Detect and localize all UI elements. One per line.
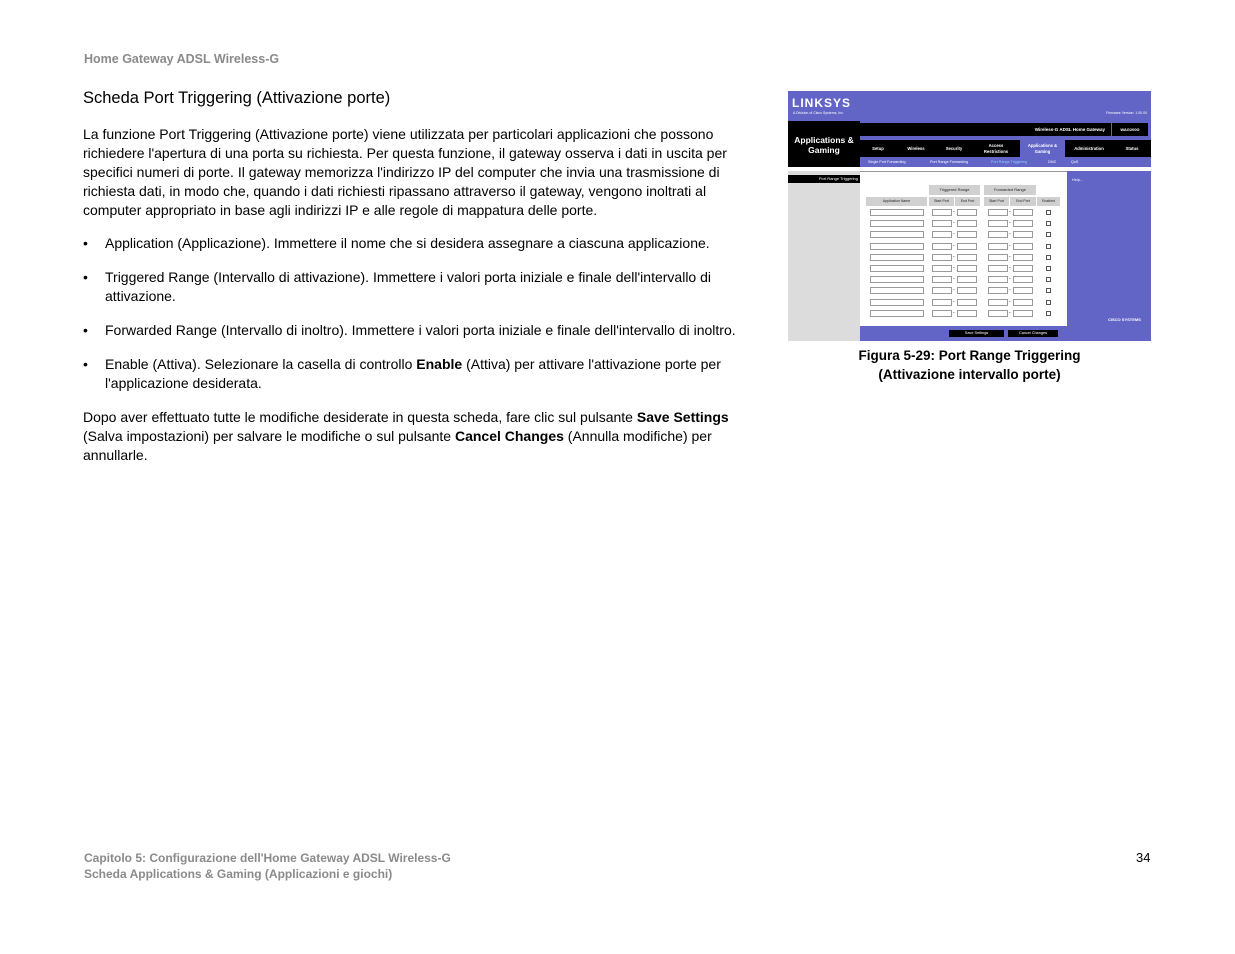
col-forwarded-end: End Port (1010, 197, 1036, 206)
triggered-end-port-input[interactable] (957, 243, 977, 250)
forwarded-end-port-input[interactable] (1013, 299, 1033, 306)
forwarded-end-port-input[interactable] (1013, 209, 1033, 216)
cisco-logo: CISCO SYSTEMS (1108, 317, 1141, 322)
triggered-end-port-input[interactable] (957, 209, 977, 216)
bullet-text: Enable (Attiva). Selezionare la casella di controllo Enable (Attiva) per attivare l'attivazione porte per l'applicazione desiderata. (105, 356, 721, 391)
application-name-input[interactable] (870, 287, 924, 294)
linksys-logo: LINKSYS (792, 96, 852, 110)
col-triggered-end: End Port (955, 197, 980, 206)
forwarded-start-port-input[interactable] (988, 287, 1008, 294)
forwarded-end-port-input[interactable] (1013, 276, 1033, 283)
range-separator: - (1009, 242, 1011, 249)
triggered-end-port-input[interactable] (957, 299, 977, 306)
tab-administration[interactable]: Administration (1074, 146, 1104, 151)
triggered-end-port-input[interactable] (957, 287, 977, 294)
section-label: Applications & Gaming (794, 135, 854, 155)
list-item: • Forwarded Range (Intervallo di inoltro). Immettere i valori porta iniziale e finale dell'intervallo di inoltro. (83, 322, 736, 338)
application-name-input[interactable] (870, 243, 924, 250)
footer-chapter: Capitolo 5: Configurazione dell'Home Gateway ADSL Wireless-G Scheda Applications & Gaming (Applicazioni e giochi) (84, 851, 451, 881)
divider (860, 171, 1070, 172)
range-separator: - (953, 276, 955, 283)
bullet-text: Triggered Range (Intervallo di attivazione). Immettere i valori porta iniziale e finale dell'intervallo di attivazione. (105, 269, 711, 304)
enabled-checkbox[interactable] (1046, 288, 1051, 293)
model-number: WAG200G (1112, 123, 1148, 136)
list-item: • Application (Applicazione). Immettere il nome che si desidera assegnare a ciascuna applicazione. (83, 235, 710, 251)
forwarded-start-port-input[interactable] (988, 254, 1008, 261)
range-separator: - (953, 253, 955, 260)
forwarded-start-port-input[interactable] (988, 209, 1008, 216)
help-link[interactable]: Help... (1072, 178, 1083, 182)
forwarded-start-port-input[interactable] (988, 231, 1008, 238)
intro-paragraph: La funzione Port Triggering (Attivazione porte) viene utilizzata per particolari applicazioni che possono richiedere l'apertura di una porta su richiesta. Per questa funzione, il gateway osserva i dati in uscita per specifici numeri di porte. Il gateway memorizza l'indirizzo IP del computer che invia una trasmissione di richiesta dati, in modo che, quando i dati richiesti ripassano attraverso il gateway, vengono inoltrati al computer appropriato in base agli indirizzi IP e alle regole di mappatura delle porte. (83, 126, 727, 218)
col-triggered-start: Start Port (929, 197, 954, 206)
figure-screenshot (788, 91, 1151, 341)
application-name-input[interactable] (870, 299, 924, 306)
forwarded-end-port-input[interactable] (1013, 220, 1033, 227)
triggered-start-port-input[interactable] (932, 287, 952, 294)
closing-paragraph: Dopo aver effettuato tutte le modifiche desiderate in questa scheda, fare clic sul pulsante Save Settings (Salva impostazioni) per salvare le modifiche o sul pulsante Cancel Changes (Annulla modifiche) per annullarle. (83, 409, 729, 463)
triggered-start-port-input[interactable] (932, 265, 952, 272)
tab-applications-gaming[interactable]: Applications & Gaming (1020, 140, 1065, 157)
triggered-start-port-input[interactable] (932, 254, 952, 261)
forwarded-start-port-input[interactable] (988, 299, 1008, 306)
range-separator: - (1009, 220, 1011, 227)
range-separator: - (1009, 276, 1011, 283)
panel-title: Port Range Triggering (788, 175, 860, 183)
range-separator: - (1009, 309, 1011, 316)
application-name-input[interactable] (870, 265, 924, 272)
tab-access-restrictions[interactable]: Access Restrictions (983, 143, 1009, 154)
col-application-name: Application Name (866, 197, 927, 206)
forwarded-start-port-input[interactable] (988, 243, 1008, 250)
forwarded-end-port-input[interactable] (1013, 287, 1033, 294)
enabled-checkbox[interactable] (1046, 210, 1051, 215)
triggered-end-port-input[interactable] (957, 254, 977, 261)
range-separator: - (953, 265, 955, 271)
application-name-input[interactable] (870, 231, 924, 238)
range-separator: - (1009, 209, 1011, 215)
range-separator: - (953, 309, 955, 316)
firmware-version: Firmware Version: 1.00.00 (1106, 111, 1147, 115)
range-separator: - (953, 287, 955, 294)
product-name: Wireless-G ADSL Home Gateway (860, 123, 1111, 136)
range-separator: - (1009, 253, 1011, 260)
range-separator: - (1009, 265, 1011, 271)
enabled-checkbox[interactable] (1046, 221, 1051, 226)
subtab-qos[interactable]: QoS (1071, 160, 1079, 164)
forwarded-end-port-input[interactable] (1013, 310, 1033, 317)
triggered-start-port-input[interactable] (932, 243, 952, 250)
range-separator: - (953, 220, 955, 227)
tab-wireless[interactable]: Wireless (907, 146, 925, 151)
triggered-start-port-input[interactable] (932, 310, 952, 317)
triggered-start-port-input[interactable] (932, 220, 952, 227)
subtab-dmz[interactable]: DMZ (1048, 160, 1056, 164)
triggered-start-port-input[interactable] (932, 209, 952, 216)
help-pane (1067, 171, 1151, 341)
forwarded-start-port-input[interactable] (988, 220, 1008, 227)
enabled-checkbox[interactable] (1046, 266, 1051, 271)
triggered-end-port-input[interactable] (957, 310, 977, 317)
cancel-changes-button[interactable]: Cancel Changes (1008, 330, 1058, 337)
logo-subtitle: A Division of Cisco Systems, Inc. (793, 111, 844, 115)
triggered-end-port-input[interactable] (957, 220, 977, 227)
triggered-end-port-input[interactable] (957, 265, 977, 272)
subtab-single-port-forwarding[interactable]: Single Port Forwarding (868, 160, 906, 164)
section-title: Scheda Port Triggering (Attivazione porte) (83, 89, 391, 107)
col-forwarded-start: Start Port (984, 197, 1009, 206)
enabled-checkbox[interactable] (1046, 300, 1051, 305)
save-settings-button[interactable]: Save Settings (949, 330, 1004, 337)
col-enabled: Enabled (1037, 197, 1060, 206)
tab-status[interactable]: Status (1125, 146, 1139, 151)
triggered-end-port-input[interactable] (957, 276, 977, 283)
subtab-port-range-forwarding[interactable]: Port Range Forwarding (930, 160, 969, 164)
triggered-end-port-input[interactable] (957, 231, 977, 238)
application-name-input[interactable] (870, 310, 924, 317)
range-separator: - (953, 209, 955, 215)
forwarded-start-port-input[interactable] (988, 265, 1008, 272)
forwarded-start-port-input[interactable] (988, 310, 1008, 317)
application-name-input[interactable] (870, 209, 924, 216)
figure-caption: Figura 5-29: Port Range Triggering (Attivazione intervallo porte) (858, 348, 1081, 382)
forwarded-range-header: Forwarded Range (984, 185, 1036, 195)
subtab-port-range-triggering[interactable]: Port Range Triggering (991, 160, 1028, 164)
tab-setup[interactable]: Setup (872, 146, 884, 151)
triggered-range-header: Triggered Range (929, 185, 980, 195)
range-separator: - (1009, 231, 1011, 238)
list-item: • Triggered Range (Intervallo di attivazione). Immettere i valori porta iniziale e finale dell'intervallo di attivazione. (83, 269, 711, 304)
application-name-input[interactable] (870, 220, 924, 227)
range-separator: - (1009, 287, 1011, 294)
tab-security[interactable]: Security (945, 146, 963, 151)
forwarded-start-port-input[interactable] (988, 276, 1008, 283)
application-name-input[interactable] (870, 276, 924, 283)
enabled-checkbox[interactable] (1046, 255, 1051, 260)
range-separator: - (953, 242, 955, 249)
left-pane (788, 171, 860, 341)
range-separator: - (953, 231, 955, 238)
forwarded-end-port-input[interactable] (1013, 243, 1033, 250)
forwarded-end-port-input[interactable] (1013, 254, 1033, 261)
application-name-input[interactable] (870, 254, 924, 261)
enabled-checkbox[interactable] (1046, 277, 1051, 282)
bullet-list (83, 234, 763, 408)
enabled-checkbox[interactable] (1046, 311, 1051, 316)
enabled-checkbox[interactable] (1046, 232, 1051, 237)
running-header: Home Gateway ADSL Wireless-G (84, 52, 280, 66)
bullet-text: Application (Applicazione). Immettere il nome che si desidera assegnare a ciascuna applicazione. (105, 235, 710, 251)
triggered-start-port-input[interactable] (932, 276, 952, 283)
bullet-text: Forwarded Range (Intervallo di inoltro). Immettere i valori porta iniziale e finale dell'intervallo di inoltro. (105, 322, 736, 338)
range-separator: - (953, 298, 955, 305)
list-item: • Enable (Attiva). Selezionare la casella di controllo Enable (Attiva) per attivare l'attivazione porte per l'applicazione desiderata. (83, 356, 721, 391)
forwarded-end-port-input[interactable] (1013, 231, 1033, 238)
range-separator: - (1009, 298, 1011, 305)
page-number: 34 (1136, 850, 1151, 865)
forwarded-end-port-input[interactable] (1013, 265, 1033, 272)
triggered-start-port-input[interactable] (932, 299, 952, 306)
enabled-checkbox[interactable] (1046, 244, 1051, 249)
triggered-start-port-input[interactable] (932, 231, 952, 238)
